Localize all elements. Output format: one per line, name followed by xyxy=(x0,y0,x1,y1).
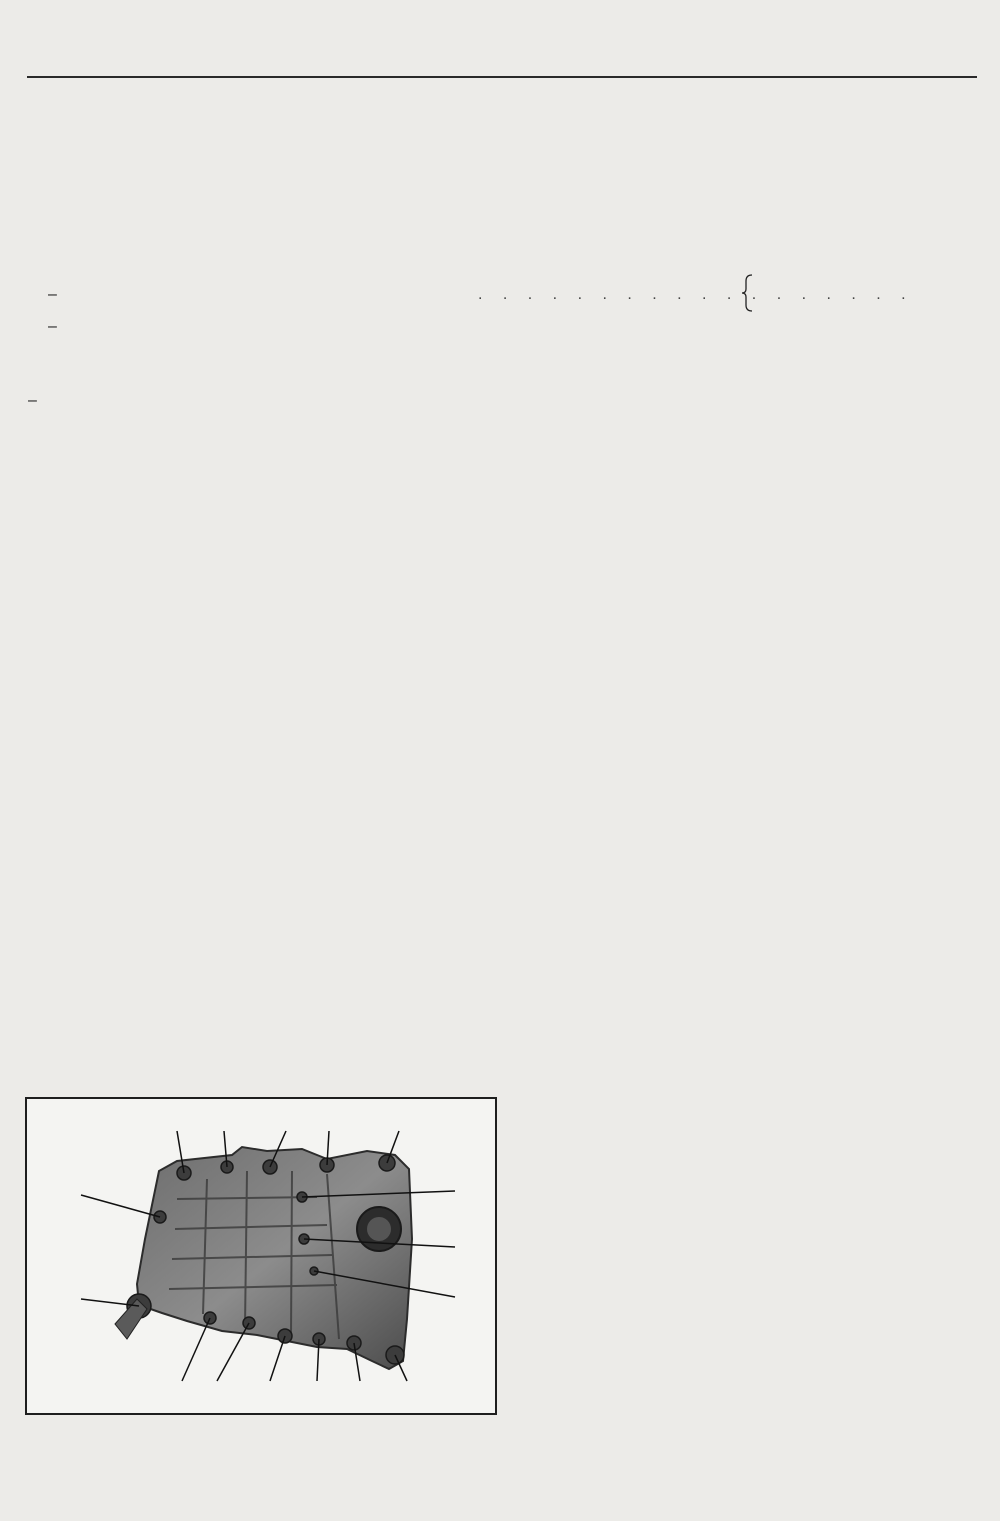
ueberstand-row xyxy=(48,316,948,337)
abstand-value2-row xyxy=(758,294,984,315)
dash: – xyxy=(48,286,57,303)
dash: – xyxy=(28,392,37,409)
dash: – xyxy=(48,318,57,335)
dot-leader: . . . . . . . . . . . . . . . . . . xyxy=(478,286,914,303)
figure-frame xyxy=(25,1097,497,1415)
curly-brace xyxy=(741,273,755,313)
header-rule xyxy=(27,76,977,78)
abstand-value1-row xyxy=(764,273,984,294)
ansaugsieb-row xyxy=(28,390,928,411)
abstand-row xyxy=(48,284,914,305)
gearbox-photo xyxy=(27,1099,495,1413)
